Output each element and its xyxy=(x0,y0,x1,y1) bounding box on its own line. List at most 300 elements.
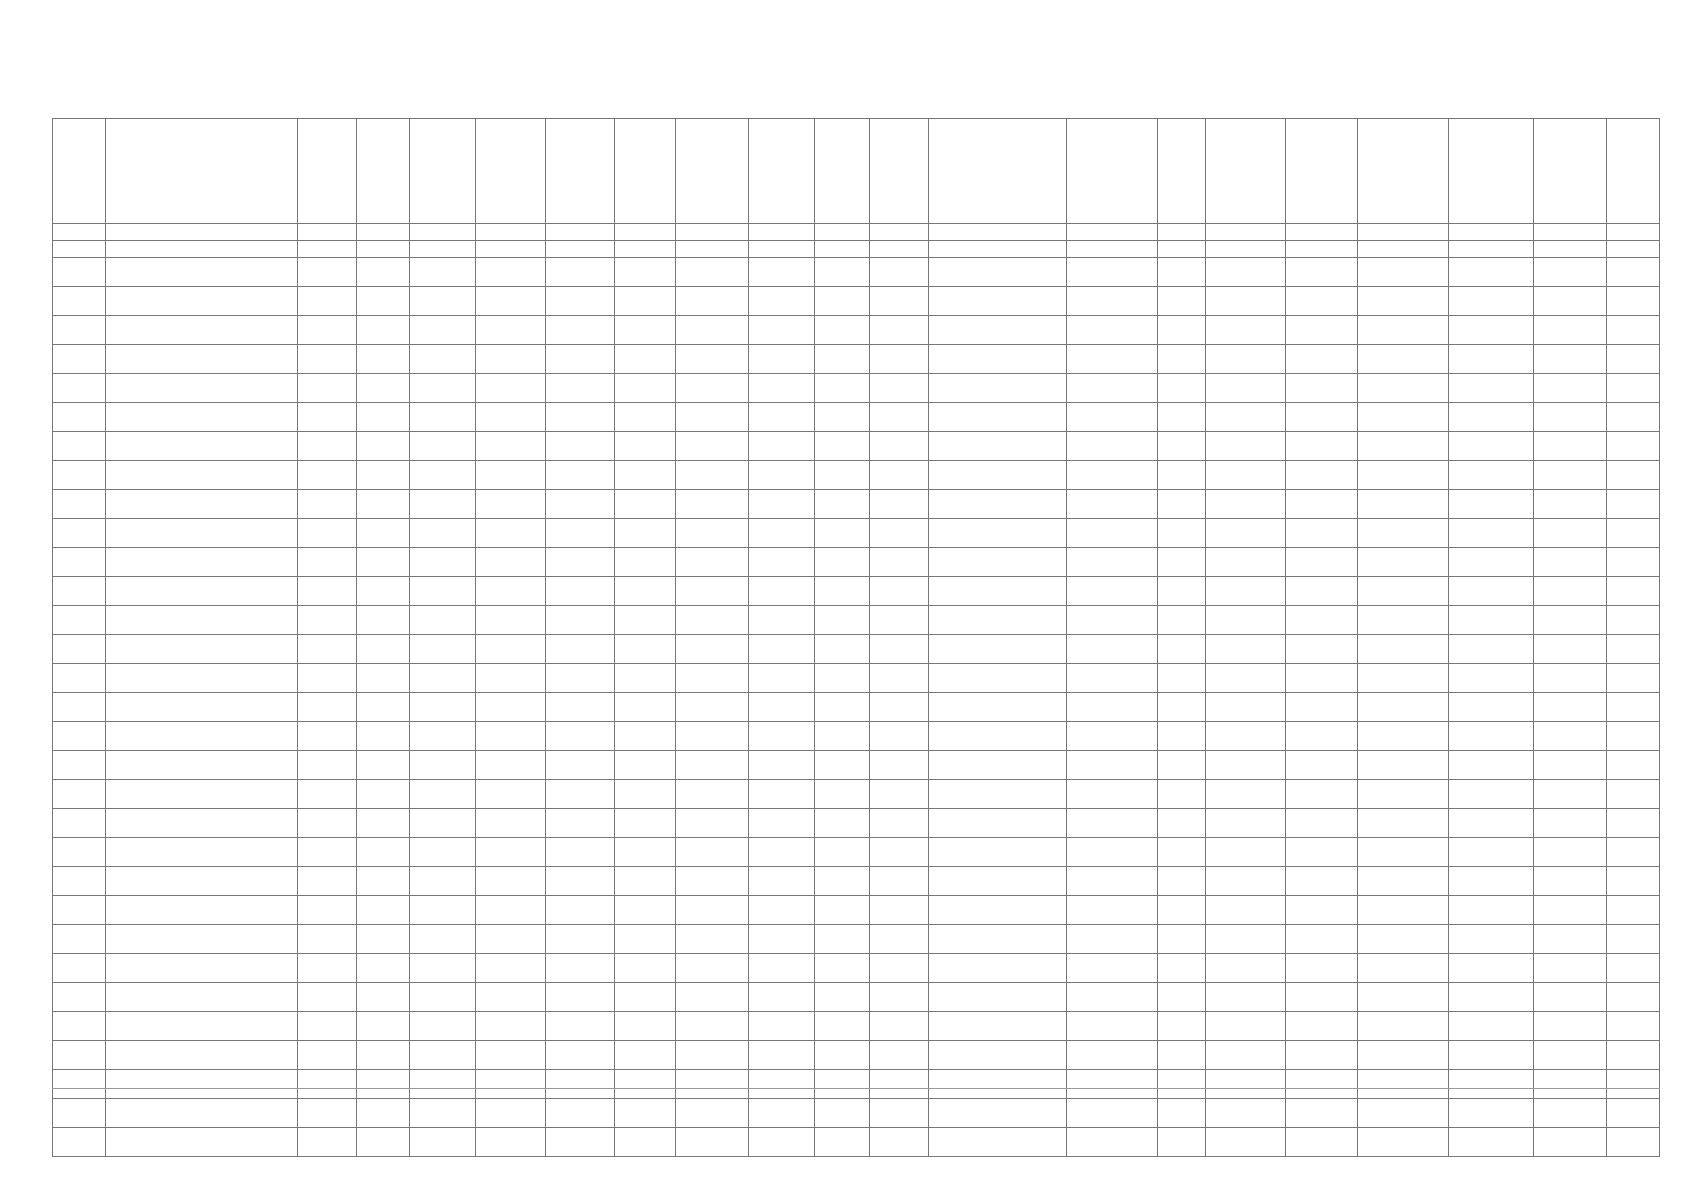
table-cell xyxy=(1448,780,1533,809)
table-cell xyxy=(1205,664,1285,693)
table-cell xyxy=(928,751,1067,780)
table-cell xyxy=(1067,867,1158,896)
table-cell xyxy=(870,548,929,577)
table-cell xyxy=(1606,1041,1659,1070)
table-cell xyxy=(928,1070,1067,1099)
table-cell xyxy=(676,241,748,258)
table-cell xyxy=(748,224,814,241)
table-cell xyxy=(298,287,357,316)
table-cell xyxy=(476,374,546,403)
table-cell xyxy=(748,896,814,925)
table-cell xyxy=(106,241,298,258)
table-cell xyxy=(356,119,409,224)
table-cell xyxy=(356,983,409,1012)
table-cell xyxy=(409,403,475,432)
table-cell xyxy=(1158,345,1206,374)
table-cell xyxy=(1205,241,1285,258)
table-cell xyxy=(476,664,546,693)
table-cell xyxy=(1606,403,1659,432)
table-cell xyxy=(1158,751,1206,780)
table-cell xyxy=(814,241,869,258)
table-cell xyxy=(1158,287,1206,316)
table-cell xyxy=(1358,838,1449,867)
table-cell xyxy=(409,432,475,461)
table-cell xyxy=(1158,693,1206,722)
table-cell xyxy=(1358,722,1449,751)
table-cell xyxy=(476,224,546,241)
table-cell xyxy=(409,1041,475,1070)
table-cell xyxy=(298,896,357,925)
table-cell xyxy=(298,241,357,258)
table-cell xyxy=(356,316,409,345)
table-cell xyxy=(1158,316,1206,345)
table-cell xyxy=(298,577,357,606)
table-cell xyxy=(1285,838,1357,867)
table-cell xyxy=(1448,519,1533,548)
table-cell xyxy=(676,461,748,490)
table-cell xyxy=(814,635,869,664)
table-row xyxy=(53,461,1660,490)
table-cell xyxy=(614,403,676,432)
table-cell xyxy=(409,983,475,1012)
table-cell xyxy=(356,838,409,867)
table-cell xyxy=(298,635,357,664)
table-cell xyxy=(1448,577,1533,606)
table-cell xyxy=(814,1012,869,1041)
table-row xyxy=(53,780,1660,809)
table-cell xyxy=(1067,577,1158,606)
table-cell xyxy=(546,1099,614,1128)
table-cell xyxy=(676,119,748,224)
table-cell xyxy=(1448,896,1533,925)
table-cell xyxy=(1606,780,1659,809)
table-cell xyxy=(870,345,929,374)
table-cell xyxy=(356,461,409,490)
table-cell xyxy=(476,1099,546,1128)
table-cell xyxy=(1205,809,1285,838)
table-cell xyxy=(1358,374,1449,403)
table-row xyxy=(53,1099,1660,1128)
table-cell xyxy=(356,1128,409,1157)
table-cell xyxy=(298,345,357,374)
table-row xyxy=(53,954,1660,983)
table-cell xyxy=(106,809,298,838)
table-cell xyxy=(298,432,357,461)
table-row xyxy=(53,838,1660,867)
table-cell xyxy=(1448,983,1533,1012)
table-cell xyxy=(1534,224,1606,241)
table-cell xyxy=(1534,606,1606,635)
table-cell xyxy=(106,1041,298,1070)
table-cell xyxy=(298,664,357,693)
table-cell xyxy=(1534,258,1606,287)
table-cell xyxy=(356,519,409,548)
table-cell xyxy=(870,1070,929,1099)
table-cell xyxy=(1448,224,1533,241)
table-row xyxy=(53,345,1660,374)
table-cell xyxy=(1448,606,1533,635)
table-cell xyxy=(546,519,614,548)
table-cell xyxy=(676,809,748,838)
table-cell xyxy=(476,258,546,287)
table-cell xyxy=(870,258,929,287)
table-cell xyxy=(298,316,357,345)
table-cell xyxy=(1534,751,1606,780)
table-cell xyxy=(298,693,357,722)
table-cell xyxy=(870,241,929,258)
table-cell xyxy=(870,224,929,241)
table-cell xyxy=(298,1041,357,1070)
table-cell xyxy=(1158,548,1206,577)
bottom-rule xyxy=(52,1088,1660,1089)
table-cell xyxy=(928,780,1067,809)
table-cell xyxy=(106,867,298,896)
table-cell xyxy=(53,258,106,287)
table-row xyxy=(53,867,1660,896)
table-cell xyxy=(1358,693,1449,722)
table-cell xyxy=(106,1070,298,1099)
table-cell xyxy=(356,722,409,751)
table-cell xyxy=(1205,316,1285,345)
table-cell xyxy=(356,809,409,838)
table-cell xyxy=(928,403,1067,432)
table-cell xyxy=(614,258,676,287)
table-cell xyxy=(409,954,475,983)
table-cell xyxy=(814,896,869,925)
table-cell xyxy=(928,693,1067,722)
table-cell xyxy=(356,635,409,664)
table-cell xyxy=(298,722,357,751)
table-row xyxy=(53,635,1660,664)
table-cell xyxy=(1158,925,1206,954)
table-cell xyxy=(53,316,106,345)
table-cell xyxy=(1285,432,1357,461)
table-cell xyxy=(1534,780,1606,809)
table-row xyxy=(53,809,1660,838)
table-cell xyxy=(1358,519,1449,548)
table-cell xyxy=(1158,780,1206,809)
table-cell xyxy=(1358,925,1449,954)
table-cell xyxy=(1067,548,1158,577)
table-cell xyxy=(53,983,106,1012)
table-cell xyxy=(1448,316,1533,345)
table-cell xyxy=(356,224,409,241)
table-cell xyxy=(676,490,748,519)
table-cell xyxy=(53,403,106,432)
table-cell xyxy=(1205,577,1285,606)
table-cell xyxy=(814,780,869,809)
table-cell xyxy=(106,345,298,374)
table-cell xyxy=(476,241,546,258)
table-cell xyxy=(870,954,929,983)
table-cell xyxy=(409,461,475,490)
table-cell xyxy=(476,577,546,606)
table-row xyxy=(53,432,1660,461)
table-cell xyxy=(356,403,409,432)
table-cell xyxy=(53,1099,106,1128)
table-cell xyxy=(870,403,929,432)
table-cell xyxy=(870,606,929,635)
table-cell xyxy=(1158,809,1206,838)
table-cell xyxy=(1606,374,1659,403)
table-cell xyxy=(928,838,1067,867)
table-cell xyxy=(1285,780,1357,809)
table-cell xyxy=(1158,432,1206,461)
table-cell xyxy=(409,1099,475,1128)
table-cell xyxy=(1448,432,1533,461)
table-cell xyxy=(1448,867,1533,896)
table-cell xyxy=(676,548,748,577)
table-cell xyxy=(546,983,614,1012)
table-cell xyxy=(676,954,748,983)
table-cell xyxy=(298,925,357,954)
table-cell xyxy=(676,635,748,664)
table-cell xyxy=(1606,258,1659,287)
table-cell xyxy=(1285,983,1357,1012)
table-cell xyxy=(476,287,546,316)
table-cell xyxy=(106,461,298,490)
table-cell xyxy=(1606,635,1659,664)
table-cell xyxy=(106,258,298,287)
table-cell xyxy=(676,224,748,241)
table-cell xyxy=(814,258,869,287)
table-cell xyxy=(356,780,409,809)
table-cell xyxy=(1606,925,1659,954)
table-cell xyxy=(1534,577,1606,606)
table-cell xyxy=(1158,519,1206,548)
table-cell xyxy=(870,461,929,490)
table-cell xyxy=(476,722,546,751)
table-cell xyxy=(1448,119,1533,224)
table-cell xyxy=(676,1041,748,1070)
table-cell xyxy=(1285,635,1357,664)
table-row xyxy=(53,577,1660,606)
table-row xyxy=(53,1128,1660,1157)
table-cell xyxy=(614,490,676,519)
table-cell xyxy=(298,1012,357,1041)
table-cell xyxy=(1534,1099,1606,1128)
table-cell xyxy=(53,867,106,896)
table-cell xyxy=(1158,119,1206,224)
table-cell xyxy=(546,867,614,896)
table-cell xyxy=(1158,241,1206,258)
table-cell xyxy=(1067,693,1158,722)
table-cell xyxy=(1448,403,1533,432)
table-cell xyxy=(1534,241,1606,258)
table-cell xyxy=(1158,1012,1206,1041)
table-cell xyxy=(1285,664,1357,693)
table-cell xyxy=(1448,664,1533,693)
table-cell xyxy=(814,1041,869,1070)
table-cell xyxy=(298,461,357,490)
table-row xyxy=(53,258,1660,287)
table-cell xyxy=(748,316,814,345)
table-cell xyxy=(676,432,748,461)
table-cell xyxy=(1358,867,1449,896)
table-cell xyxy=(870,432,929,461)
table-cell xyxy=(356,1041,409,1070)
table-cell xyxy=(870,119,929,224)
table-row xyxy=(53,1041,1660,1070)
table-cell xyxy=(409,896,475,925)
table-cell xyxy=(476,548,546,577)
table-cell xyxy=(748,983,814,1012)
table-cell xyxy=(1534,838,1606,867)
table-cell xyxy=(476,1012,546,1041)
table-cell xyxy=(1067,1070,1158,1099)
table-cell xyxy=(476,490,546,519)
table-cell xyxy=(614,606,676,635)
table-cell xyxy=(106,983,298,1012)
table-cell xyxy=(1067,664,1158,693)
table-cell xyxy=(1358,287,1449,316)
table-cell xyxy=(546,1041,614,1070)
table-cell xyxy=(1205,838,1285,867)
table-cell xyxy=(1534,287,1606,316)
table-cell xyxy=(298,1128,357,1157)
table-cell xyxy=(106,224,298,241)
table-cell xyxy=(748,693,814,722)
table-cell xyxy=(1358,548,1449,577)
table-cell xyxy=(676,1099,748,1128)
table-row xyxy=(53,490,1660,519)
table-cell xyxy=(870,1041,929,1070)
table-cell xyxy=(1534,119,1606,224)
table-cell xyxy=(356,1070,409,1099)
table-cell xyxy=(748,490,814,519)
table-cell xyxy=(1067,432,1158,461)
table-cell xyxy=(814,461,869,490)
table-cell xyxy=(476,635,546,664)
table-cell xyxy=(1067,1128,1158,1157)
table-cell xyxy=(676,722,748,751)
table-cell xyxy=(748,751,814,780)
table-cell xyxy=(1205,1070,1285,1099)
table-cell xyxy=(1285,548,1357,577)
table-cell xyxy=(614,751,676,780)
table-cell xyxy=(298,374,357,403)
table-cell xyxy=(1358,432,1449,461)
table-cell xyxy=(928,809,1067,838)
table-cell xyxy=(356,606,409,635)
table-cell xyxy=(1158,1099,1206,1128)
table-index-row xyxy=(53,241,1660,258)
table-cell xyxy=(356,925,409,954)
table-cell xyxy=(1205,258,1285,287)
table-cell xyxy=(814,490,869,519)
table-row xyxy=(53,519,1660,548)
table-cell xyxy=(53,548,106,577)
table-cell xyxy=(748,838,814,867)
table-cell xyxy=(53,224,106,241)
table-cell xyxy=(748,577,814,606)
table-cell xyxy=(298,867,357,896)
table-cell xyxy=(614,838,676,867)
table-cell xyxy=(614,1128,676,1157)
table-cell xyxy=(53,519,106,548)
table-cell xyxy=(1067,119,1158,224)
table-cell xyxy=(870,490,929,519)
table-row xyxy=(53,983,1660,1012)
table-cell xyxy=(298,954,357,983)
table-cell xyxy=(53,1041,106,1070)
table-cell xyxy=(1448,241,1533,258)
table-row xyxy=(53,548,1660,577)
table-cell xyxy=(409,925,475,954)
table-cell xyxy=(409,258,475,287)
table-cell xyxy=(1358,461,1449,490)
table-cell xyxy=(928,635,1067,664)
table-cell xyxy=(1285,374,1357,403)
table-cell xyxy=(870,867,929,896)
table-cell xyxy=(748,374,814,403)
table-cell xyxy=(614,780,676,809)
table-cell xyxy=(1448,345,1533,374)
table-cell xyxy=(1205,1128,1285,1157)
table-cell xyxy=(1448,490,1533,519)
table-cell xyxy=(1606,867,1659,896)
table-cell xyxy=(409,606,475,635)
table-cell xyxy=(1606,577,1659,606)
table-cell xyxy=(1158,258,1206,287)
table-cell xyxy=(476,345,546,374)
table-cell xyxy=(676,316,748,345)
table-cell xyxy=(298,519,357,548)
table-cell xyxy=(476,1128,546,1157)
table-cell xyxy=(1285,1128,1357,1157)
table-cell xyxy=(614,635,676,664)
table-cell xyxy=(814,693,869,722)
table-row xyxy=(53,374,1660,403)
table-cell xyxy=(1606,983,1659,1012)
table-cell xyxy=(356,345,409,374)
table-cell xyxy=(928,954,1067,983)
table-cell xyxy=(1285,867,1357,896)
table-cell xyxy=(476,606,546,635)
table-cell xyxy=(476,119,546,224)
table-row xyxy=(53,722,1660,751)
table-cell xyxy=(1067,1041,1158,1070)
table-cell xyxy=(53,809,106,838)
table-cell xyxy=(1606,838,1659,867)
table-cell xyxy=(870,664,929,693)
table-cell xyxy=(814,722,869,751)
table-cell xyxy=(1448,809,1533,838)
table-cell xyxy=(748,287,814,316)
table-cell xyxy=(870,751,929,780)
table-cell xyxy=(1606,316,1659,345)
table-cell xyxy=(928,577,1067,606)
table-cell xyxy=(106,119,298,224)
table-cell xyxy=(1285,1070,1357,1099)
table-cell xyxy=(1285,1041,1357,1070)
table-cell xyxy=(1448,1041,1533,1070)
table-cell xyxy=(614,722,676,751)
table-cell xyxy=(928,490,1067,519)
table-cell xyxy=(1067,809,1158,838)
table-cell xyxy=(614,954,676,983)
table-cell xyxy=(614,925,676,954)
table-cell xyxy=(1067,519,1158,548)
table-cell xyxy=(1606,432,1659,461)
table-cell xyxy=(614,809,676,838)
table-cell xyxy=(676,374,748,403)
table-cell xyxy=(928,925,1067,954)
table-cell xyxy=(409,635,475,664)
table-cell xyxy=(814,983,869,1012)
table-cell xyxy=(676,403,748,432)
table-cell xyxy=(676,606,748,635)
